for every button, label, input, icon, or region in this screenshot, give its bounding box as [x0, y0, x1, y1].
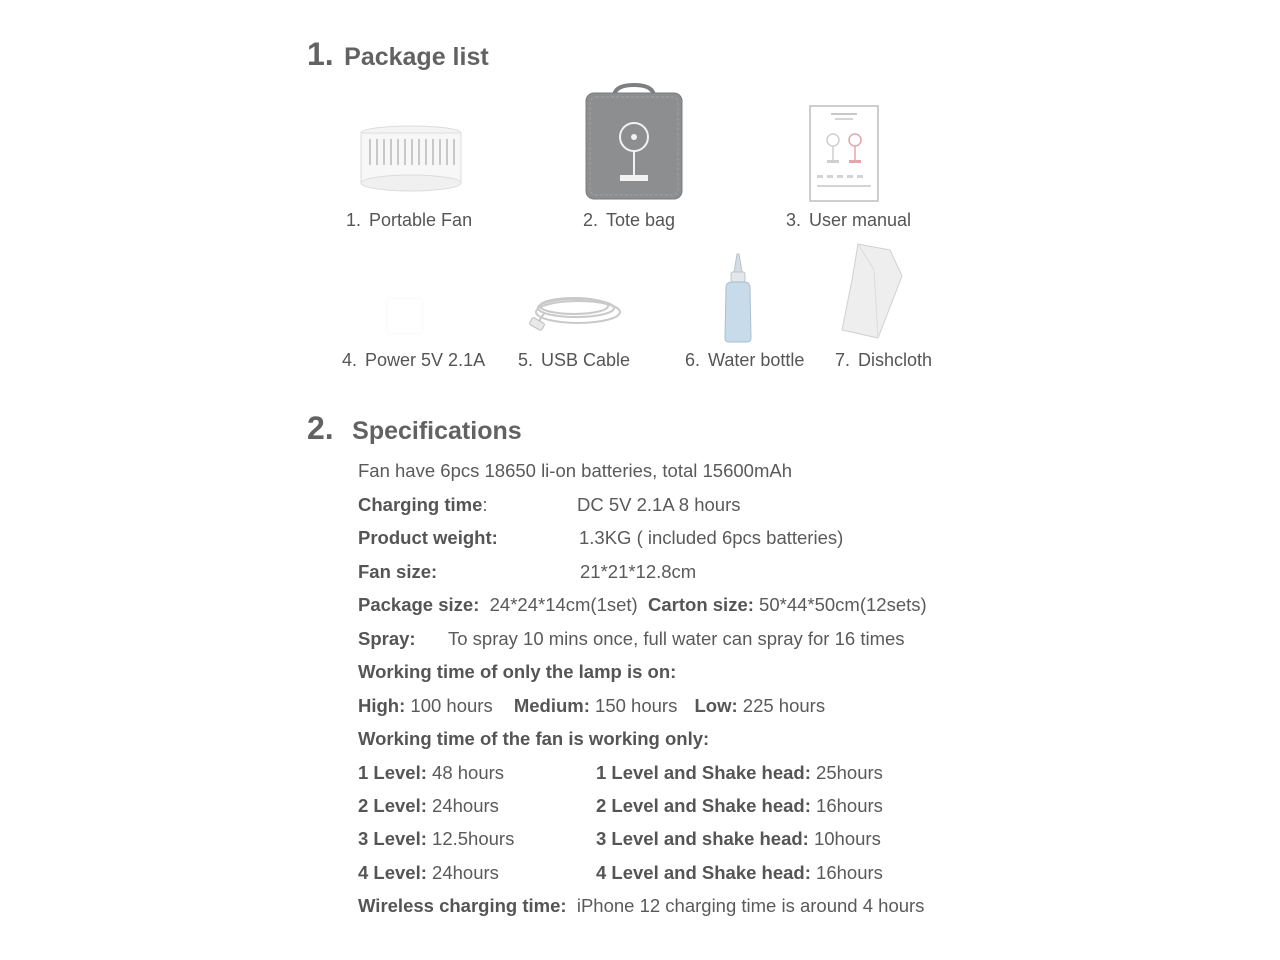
spec-intro	[358, 460, 792, 482]
spec-value: 21*21*12.8cm	[580, 561, 697, 582]
spec-high-value: 100 hours	[410, 695, 493, 716]
spec-fan-size-value	[580, 561, 696, 583]
spec-carton-value: 50*44*50cm(12sets)	[759, 594, 927, 615]
package-item-caption	[346, 210, 472, 231]
usb-cable-icon	[520, 290, 624, 338]
spec-level-row	[358, 762, 504, 784]
spec-level-value: 12.5hours	[432, 828, 515, 849]
section-2-title: Specifications	[352, 417, 522, 445]
spec-value: iPhone 12 charging time is around 4 hours	[576, 895, 925, 916]
package-item-number: 3.	[786, 210, 802, 230]
spec-product-weight-value	[579, 527, 843, 549]
spec-colon: :	[482, 494, 488, 515]
spec-spray	[358, 628, 416, 650]
spec-fan-heading	[358, 728, 709, 750]
power-adapter-icon	[385, 290, 425, 336]
dishcloth-icon	[838, 240, 908, 340]
spec-label: Product weight:	[358, 527, 498, 548]
spec-value: 24*24*14cm(1set)	[489, 594, 638, 615]
package-item-label: Dishcloth	[858, 350, 933, 370]
spec-value: DC 5V 2.1A 8 hours	[577, 494, 741, 515]
package-item-number: 6.	[685, 350, 701, 370]
spec-shake-value: 16hours	[816, 795, 883, 816]
spec-level-row	[358, 795, 499, 817]
package-item-caption	[835, 350, 932, 371]
spec-high-label: High:	[358, 695, 406, 716]
spec-label: Fan size:	[358, 561, 438, 582]
spec-medium-value: 150 hours	[595, 695, 678, 716]
spec-charging-time-value	[577, 494, 741, 516]
package-item-caption	[583, 210, 675, 231]
spec-shake-label: 2 Level and Shake head:	[596, 795, 811, 816]
package-item-number: 5.	[518, 350, 534, 370]
spec-shake-value: 25hours	[816, 762, 883, 783]
section-1-number: 1.	[307, 36, 334, 72]
spec-level-label: 4 Level:	[358, 862, 427, 883]
package-item-label: Water bottle	[708, 350, 805, 370]
spec-shake-value: 16hours	[816, 862, 883, 883]
spec-shake-row	[596, 762, 883, 784]
spec-fan-size	[358, 561, 437, 583]
spec-label: Package size:	[358, 594, 480, 615]
spec-shake-row	[596, 862, 883, 884]
spec-low-value: 225 hours	[742, 695, 826, 716]
package-item-caption	[786, 210, 911, 231]
spec-level-label: 3 Level:	[358, 828, 427, 849]
spec-shake-label: 4 Level and Shake head:	[596, 862, 811, 883]
spec-shake-row	[596, 828, 881, 850]
spec-intro-text: Fan have 6pcs 18650 li-on batteries, total 15600mAh	[358, 460, 793, 481]
spec-shake-label: 1 Level and Shake head:	[596, 762, 811, 783]
spec-carton-label: Carton size:	[648, 594, 754, 615]
spec-value: 1.3KG ( included 6pcs batteries)	[579, 527, 844, 548]
spec-level-value: 24hours	[432, 862, 499, 883]
spec-level-label: 2 Level:	[358, 795, 427, 816]
section-2-heading	[307, 410, 522, 447]
package-item-caption	[685, 350, 804, 371]
section-1-heading	[307, 36, 489, 73]
spec-shake-value: 10hours	[813, 828, 881, 849]
section-1-title: Package list	[344, 43, 489, 71]
package-item-label: Tote bag	[606, 210, 676, 230]
package-item-label: USB Cable	[541, 350, 631, 370]
water-bottle-icon	[720, 252, 756, 344]
spec-level-value: 24hours	[432, 795, 499, 816]
spec-level-label: 1 Level:	[358, 762, 427, 783]
package-item-number: 7.	[835, 350, 851, 370]
spec-label: Charging time	[358, 494, 483, 515]
spec-level-row	[358, 828, 514, 850]
spec-medium-label: Medium:	[513, 695, 590, 716]
spec-value: To spray 10 mins once, full water can spray for 16 times	[448, 628, 905, 649]
spec-level-value: 48 hours	[432, 762, 505, 783]
package-item-label: Power 5V 2.1A	[365, 350, 486, 370]
spec-spray-value	[448, 628, 905, 650]
package-item-number: 2.	[583, 210, 599, 230]
manual-icon	[809, 105, 879, 202]
spec-heading-text: Working time of the fan is working only:	[358, 728, 710, 749]
package-item-caption	[342, 350, 485, 371]
package-item-label: User manual	[809, 210, 912, 230]
package-item-number: 1.	[346, 210, 362, 230]
fan-icon	[360, 125, 462, 195]
spec-product-weight	[358, 527, 498, 549]
spec-level-row	[358, 862, 499, 884]
spec-shake-row	[596, 795, 883, 817]
spec-label: Spray:	[358, 628, 416, 649]
spec-package-size	[358, 594, 927, 616]
spec-wireless	[358, 895, 924, 917]
spec-shake-label: 3 Level and shake head:	[596, 828, 809, 849]
spec-heading-text: Working time of only the lamp is on:	[358, 661, 677, 682]
package-item-number: 4.	[342, 350, 358, 370]
spec-lamp-times	[358, 695, 825, 717]
spec-lamp-heading	[358, 661, 676, 683]
section-2-number: 2.	[307, 410, 334, 446]
package-item-caption	[518, 350, 630, 371]
tote-bag-icon	[584, 83, 684, 201]
package-item-label: Portable Fan	[369, 210, 473, 230]
spec-low-label: Low:	[694, 695, 738, 716]
spec-charging-time	[358, 494, 488, 516]
spec-label: Wireless charging time:	[358, 895, 567, 916]
